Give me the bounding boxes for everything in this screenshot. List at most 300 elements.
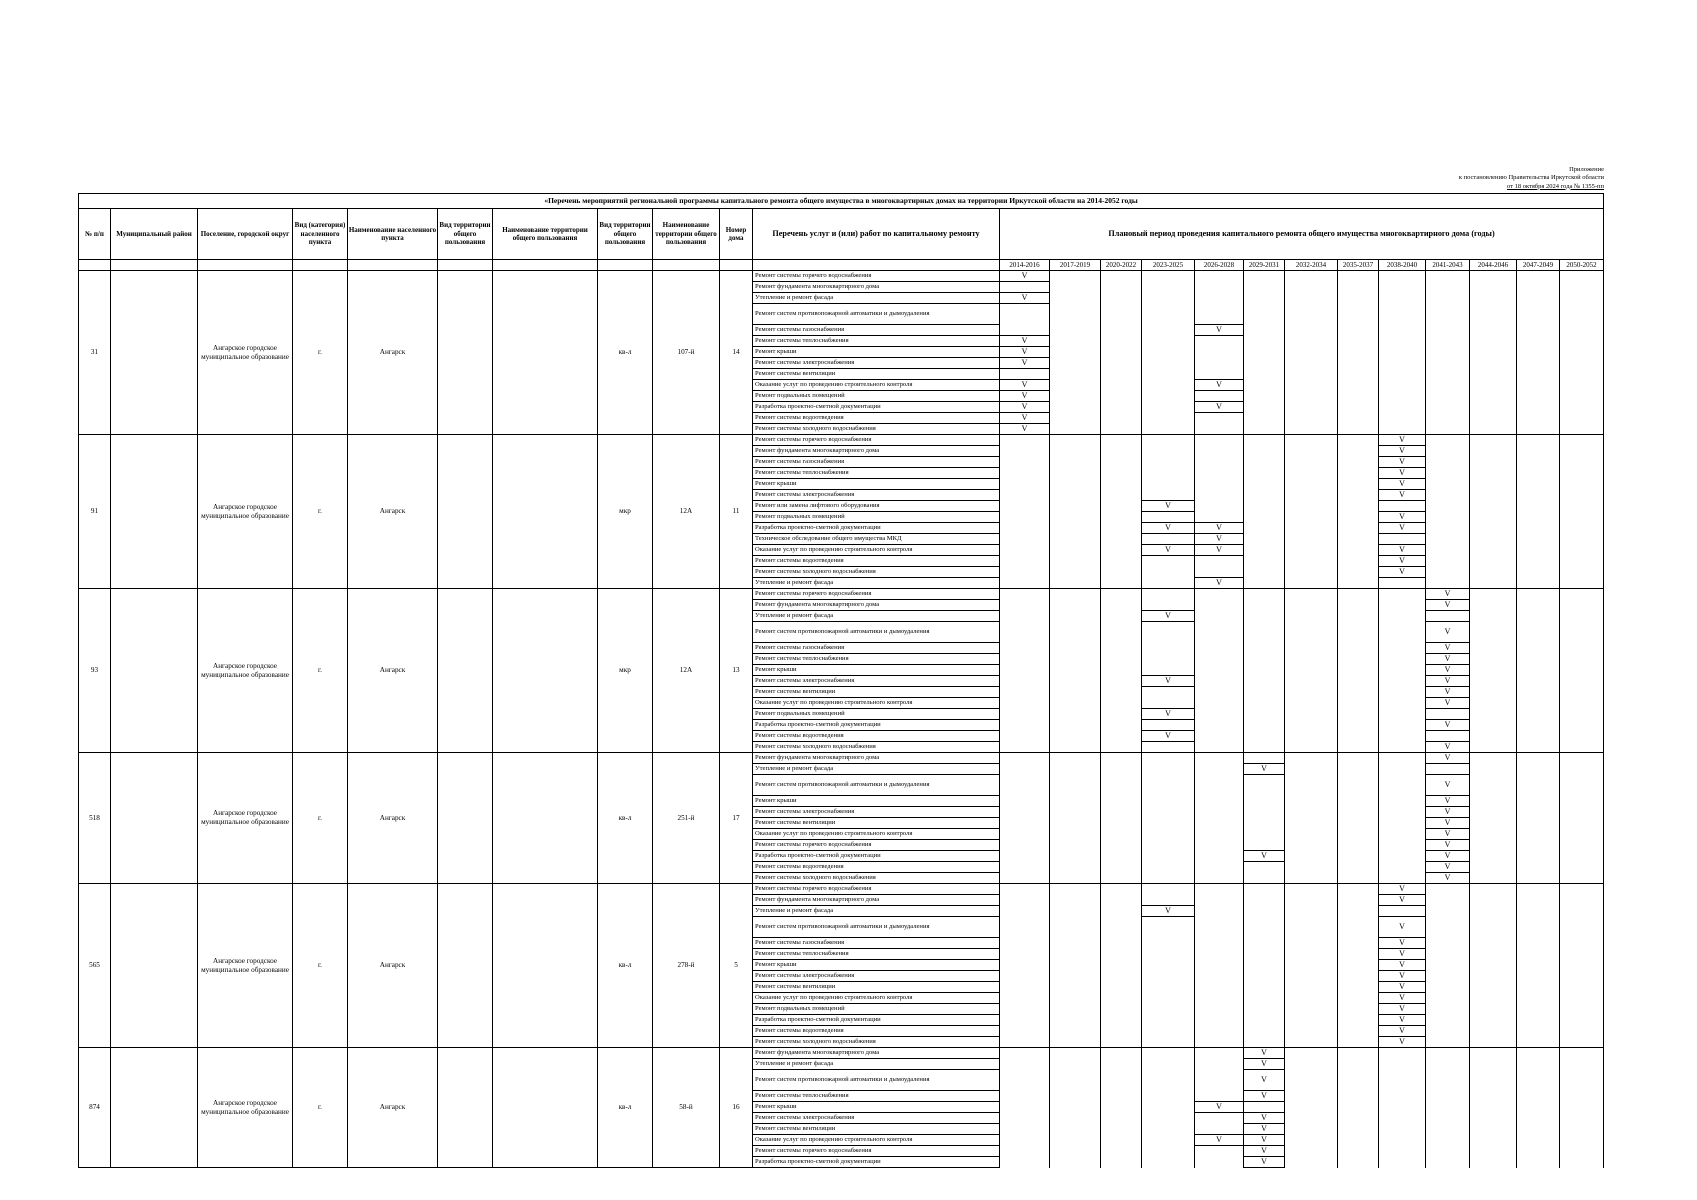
period-cell [1244,282,1285,293]
period-cell [1142,829,1195,840]
period-cell [1426,380,1470,391]
period-cell [1000,796,1050,807]
period-cell [1101,1004,1142,1015]
period-cell [1101,1135,1142,1146]
territory-name-cell [493,271,598,435]
period-cell [1000,949,1050,960]
period-cell [1338,271,1379,282]
period-cell [1285,1026,1338,1037]
period-cell [1517,687,1560,698]
period-cell [1470,851,1517,862]
period-cell [1101,589,1142,600]
period-cell [1338,490,1379,501]
period-cell [1338,424,1379,435]
period-cell [1142,282,1195,293]
period-cell [1000,851,1050,862]
header-territory-name: Наименование территории общего пользования [493,209,598,260]
period-cell [1470,742,1517,753]
period-cell [1244,1037,1285,1048]
period-cell [1426,347,1470,358]
period-cell [1244,1026,1285,1037]
period-cell [1050,654,1101,665]
period-cell [1195,490,1244,501]
house-num: 93 [79,589,111,753]
period-cell [1560,731,1604,742]
service-name: Разработка проектно-сметной документации [753,1015,1000,1026]
period-cell [1195,600,1244,611]
period-cell [1050,578,1101,589]
period-cell [1338,435,1379,446]
period-cell [1285,775,1338,796]
period-cell [1517,413,1560,424]
period-cell [1285,829,1338,840]
period-cell [1470,829,1517,840]
street-type-cell: кв-л [598,1048,653,1168]
period-cell [1285,600,1338,611]
period-cell [1101,906,1142,917]
planned-mark: V [1261,1123,1267,1133]
period-cell [1050,600,1101,611]
period-cell [1379,709,1426,720]
period-cell [1560,884,1604,895]
service-name: Ремонт системы водоотведения [753,862,1000,873]
period-cell [1142,720,1195,731]
period-cell [1050,1135,1101,1146]
period-cell [1000,424,1050,435]
period-cell [1285,578,1338,589]
period-cell [1379,304,1426,325]
period-cell [1338,347,1379,358]
period-cell [1101,468,1142,479]
period-cell [1142,435,1195,446]
house-number-cell: 17 [720,753,753,884]
period-cell [1470,347,1517,358]
period-cell [1101,1102,1142,1113]
period-cell [1050,622,1101,643]
period-cell [1000,884,1050,895]
period-cell [1517,949,1560,960]
period-cell [1379,884,1426,895]
period-cell [1470,796,1517,807]
period-cell [1142,753,1195,764]
planned-mark: V [1021,270,1028,280]
period-cell [1426,895,1470,906]
period-cell [1142,293,1195,304]
period-cell [1517,665,1560,676]
period-cell [1142,643,1195,654]
period-cell [1142,1026,1195,1037]
period-cell [1101,807,1142,818]
period-cell [1426,829,1470,840]
period-cell [1000,731,1050,742]
period-cell [1244,862,1285,873]
period-cell [1101,1113,1142,1124]
period-cell [1050,567,1101,578]
header-settlement: Поселение, городской округ [198,209,293,260]
period-cell [1000,818,1050,829]
period-cell [1560,949,1604,960]
period-cell [1000,336,1050,347]
service-name: Ремонт системы электроснабжения [753,490,1000,501]
period-cell [1517,1037,1560,1048]
period-cell [1517,742,1560,753]
header-planned-period: Плановый период проведения капитального ремонта общего имущества многоквартирного дома (годы) [1000,209,1604,260]
period-cell [1195,665,1244,676]
period-cell [1560,643,1604,654]
period-cell [1379,807,1426,818]
period-cell [1195,512,1244,523]
period-cell [1000,873,1050,884]
period-cell [1285,336,1338,347]
period-cell [1101,446,1142,457]
period-cell [1560,807,1604,818]
period-cell [1379,698,1426,709]
period-cell [1517,534,1560,545]
period-cell [1142,775,1195,796]
period-cell [1000,1091,1050,1102]
planned-mark: V [1444,817,1451,827]
period-cell [1470,523,1517,534]
planned-mark: V [1399,467,1405,477]
period-cell [1426,512,1470,523]
period-cell [1050,435,1101,446]
period-cell [1050,501,1101,512]
period-cell [1285,862,1338,873]
period-cell [1000,1059,1050,1070]
period-cell [1560,1113,1604,1124]
period-cell [1517,938,1560,949]
period-cell [1338,369,1379,380]
period-cell [1101,796,1142,807]
period-cell [1379,501,1426,512]
period-cell [1426,435,1470,446]
period-cell [1426,862,1470,873]
period-cell [1244,720,1285,731]
period-cell [1379,1091,1426,1102]
period-cell [1560,402,1604,413]
period-cell [1000,304,1050,325]
period-cell [1338,282,1379,293]
period-cell [1000,600,1050,611]
period-cell [1379,1102,1426,1113]
period-cell [1285,873,1338,884]
planned-mark: V [1165,500,1171,510]
period-cell [1000,589,1050,600]
period-cell [1244,380,1285,391]
period-cell [1142,949,1195,960]
service-name: Ремонт системы электроснабжения [753,971,1000,982]
period-cell [1560,391,1604,402]
period-cell [1470,545,1517,556]
period-cell [1560,1091,1604,1102]
period-cell [1517,589,1560,600]
period-cell [1244,325,1285,336]
period-cell [1470,501,1517,512]
period-cell [1426,468,1470,479]
service-name: Ремонт системы вентиляции [753,818,1000,829]
street-name-cell: 12А [653,435,720,589]
period-cell [1000,1157,1050,1168]
planned-mark: V [1399,555,1405,565]
header-territory-type: Вид территории общего пользования [438,209,493,260]
district-cell [111,753,198,884]
period-cell [1000,512,1050,523]
period-cell [1285,1004,1338,1015]
period-cell [1244,698,1285,709]
period-cell [1142,1070,1195,1091]
period-cell [1338,665,1379,676]
period-cell [1426,1026,1470,1037]
period-cell [1470,982,1517,993]
territory-type-cell [438,884,493,1048]
period-cell [1560,971,1604,982]
period-cell [1470,380,1517,391]
period-cell [1195,1157,1244,1168]
period-cell [1285,643,1338,654]
period-cell [1379,862,1426,873]
period-cell [1338,1026,1379,1037]
period-cell [1142,1135,1195,1146]
period-cell [1142,796,1195,807]
planned-mark: V [1399,445,1405,455]
period-cell [1142,490,1195,501]
period-header: 2026-2028 [1195,260,1244,271]
period-cell [1338,1037,1379,1048]
locality-type-cell: г. [293,1048,348,1168]
period-cell [1470,600,1517,611]
period-cell [1050,862,1101,873]
period-cell [1470,589,1517,600]
period-cell [1426,654,1470,665]
period-cell [1426,578,1470,589]
period-cell [1050,643,1101,654]
period-cell [1285,698,1338,709]
period-cell [1050,906,1101,917]
period-cell [1101,271,1142,282]
period-cell [1195,796,1244,807]
period-cell [1101,622,1142,643]
period-cell [1338,971,1379,982]
period-cell [1426,807,1470,818]
period-cell [1517,698,1560,709]
period-cell [1101,698,1142,709]
period-cell [1195,753,1244,764]
period-cell [1195,1113,1244,1124]
period-cell [1517,884,1560,895]
period-cell [1470,391,1517,402]
service-name: Разработка проектно-сметной документации [753,402,1000,413]
period-cell [1560,556,1604,567]
period-cell [1101,523,1142,534]
period-cell [1050,413,1101,424]
period-cell [1517,1059,1560,1070]
district-cell [111,589,198,753]
period-cell [1426,424,1470,435]
planned-mark: V [1444,626,1451,636]
period-cell [1470,731,1517,742]
period-cell [1050,764,1101,775]
period-cell [1426,753,1470,764]
period-cell [1338,600,1379,611]
period-cell [1285,1015,1338,1026]
period-cell [1517,358,1560,369]
period-cell [1426,993,1470,1004]
period-cell [1050,873,1101,884]
planned-mark: V [1444,642,1451,652]
period-cell [1101,1059,1142,1070]
period-cell [1426,545,1470,556]
period-cell [1000,1026,1050,1037]
period-cell [1560,325,1604,336]
header-street-name: Наименование территории общего пользования [653,209,720,260]
appendix-line-1: Приложение [1569,166,1604,173]
period-cell [1244,336,1285,347]
service-name: Разработка проектно-сметной документации [753,523,1000,534]
period-cell [1142,304,1195,325]
period-cell [1338,446,1379,457]
period-cell [1560,600,1604,611]
period-cell [1142,818,1195,829]
period-cell [1379,753,1426,764]
work-row [79,271,1604,282]
period-cell [1470,949,1517,960]
period-cell [1426,479,1470,490]
period-cell [1244,764,1285,775]
house-number-cell: 5 [720,884,753,1048]
period-cell [1379,325,1426,336]
planned-mark: V [1021,423,1028,433]
period-cell [1426,271,1470,282]
period-cell [1338,698,1379,709]
period-cell [1000,567,1050,578]
period-cell [1379,960,1426,971]
period-cell [1338,753,1379,764]
period-cell [1000,1113,1050,1124]
period-cell [1285,807,1338,818]
period-cell [1244,293,1285,304]
period-cell [1000,938,1050,949]
period-cell [1142,446,1195,457]
period-cell [1142,545,1195,556]
planned-mark: V [1444,664,1451,674]
period-cell [1101,971,1142,982]
period-cell [1338,731,1379,742]
period-cell [1470,468,1517,479]
period-cell [1244,468,1285,479]
period-cell [1517,622,1560,643]
period-cell [1000,676,1050,687]
period-cell [1285,709,1338,720]
period-cell [1338,468,1379,479]
period-cell [1000,665,1050,676]
period-cell [1426,1091,1470,1102]
period-header: 2044-2046 [1470,260,1517,271]
period-cell [1379,424,1426,435]
period-cell [1560,1135,1604,1146]
period-cell [1470,1157,1517,1168]
period-cell [1338,709,1379,720]
period-cell [1244,523,1285,534]
period-cell [1517,446,1560,457]
period-cell [1101,1037,1142,1048]
period-cell [1142,358,1195,369]
period-cell [1560,654,1604,665]
service-name: Ремонт системы газоснабжения [753,325,1000,336]
period-cell [1379,391,1426,402]
service-name: Оказание услуг по проведению строительного контроля [753,380,1000,391]
period-cell [1195,282,1244,293]
period-cell [1142,1146,1195,1157]
period-cell [1244,446,1285,457]
planned-mark: V [1444,850,1451,860]
period-cell [1379,413,1426,424]
period-cell [1338,523,1379,534]
period-cell [1142,1059,1195,1070]
period-cell [1426,982,1470,993]
period-cell [1050,446,1101,457]
period-cell [1426,611,1470,622]
period-cell [1285,446,1338,457]
period-cell [1338,545,1379,556]
period-cell [1195,468,1244,479]
period-cell [1426,720,1470,731]
period-cell [1338,413,1379,424]
planned-mark: V [1216,1134,1222,1144]
period-cell [1517,851,1560,862]
period-cell [1379,1135,1426,1146]
period-cell [1517,391,1560,402]
period-cell [1379,293,1426,304]
period-cell [1244,851,1285,862]
period-cell [1285,1124,1338,1135]
period-cell [1000,1070,1050,1091]
period-cell [1426,589,1470,600]
period-cell [1426,873,1470,884]
service-name: Ремонт систем противопожарной автоматики и дымоудаления [753,1070,1000,1091]
period-cell [1470,490,1517,501]
period-cell [1338,742,1379,753]
period-cell [1285,654,1338,665]
period-cell [1195,413,1244,424]
period-cell [1000,611,1050,622]
planned-mark: V [1216,544,1222,554]
period-cell [1560,304,1604,325]
service-name: Ремонт подвальных помещений [753,512,1000,523]
period-cell [1470,1102,1517,1113]
period-cell [1379,993,1426,1004]
period-cell [1470,369,1517,380]
period-cell [1338,358,1379,369]
house-number-cell: 14 [720,271,753,435]
period-cell [1560,818,1604,829]
period-cell [1470,862,1517,873]
period-cell [1338,687,1379,698]
period-cell [1470,271,1517,282]
period-cell [1285,796,1338,807]
period-cell [1195,347,1244,358]
period-cell [1195,742,1244,753]
period-cell [1142,1015,1195,1026]
planned-mark: V [1021,292,1028,302]
period-cell [1338,1146,1379,1157]
period-cell [1000,1048,1050,1059]
period-cell [1517,336,1560,347]
period-cell [1050,949,1101,960]
period-cell [1142,851,1195,862]
period-cell [1142,1102,1195,1113]
street-name-cell: 107-й [653,271,720,435]
period-cell [1101,369,1142,380]
